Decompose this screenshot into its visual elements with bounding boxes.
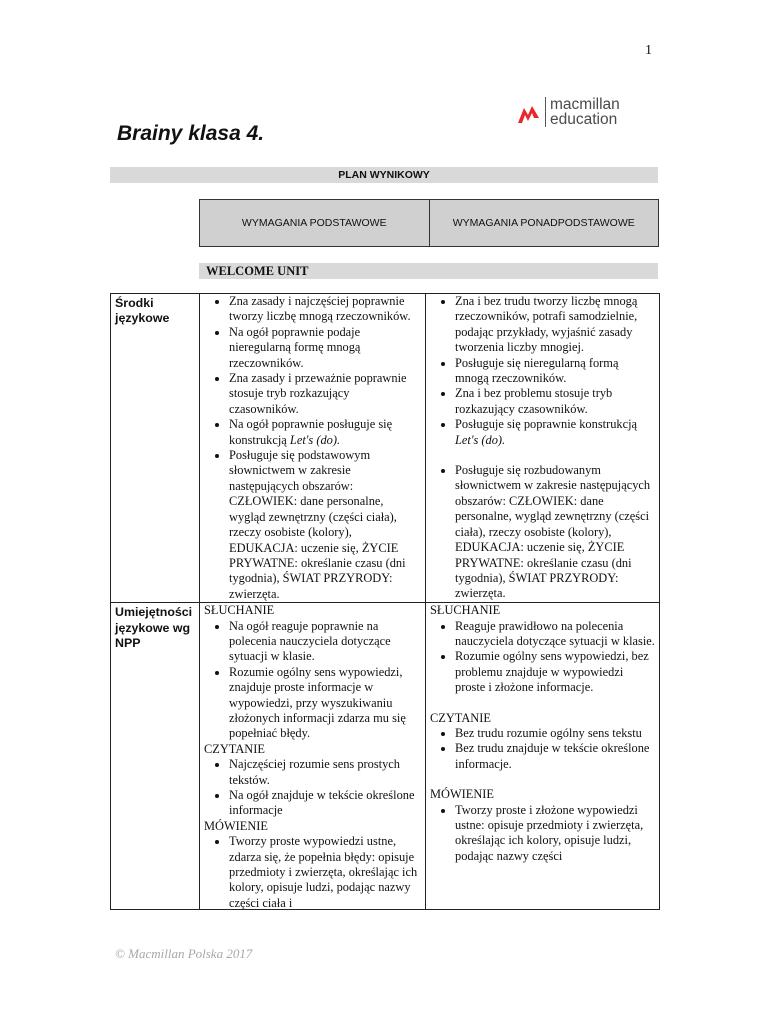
bullet-list [204,294,421,602]
list-item: • Rozumie ogólny sens wypowiedzi, znajduje proste informacje w wypowiedzi, przy wyszukiwaniu złożonych informacji zdarza mu się popełniać błędy. [229,665,421,742]
logo-line-2: education [550,111,618,128]
bullet-list [430,294,655,602]
list-item: • Posługuje się podstawowym słownictwem w zakresie następujących obszarów: CZŁOWIEK: dane personalne, wygląd zewnętrzny (części ciała), rzeczy osobiste (kolory), EDUKACJA: uczenie się, ŻYCIE PRYWATNE: określanie czasu (dni tygodnia), ŚWIAT PRZYRODY: zwierzęta. [229,448,421,602]
table-row [111,294,660,603]
category-cell: Umiejętności językowe wg NPP [111,603,200,910]
spacer [430,772,655,787]
section-heading: SŁUCHANIE [204,603,275,618]
cell-content [430,603,655,909]
bullet-list [430,803,655,865]
list-item: • Bez trudu znajduje w tekście określone informacje. [455,741,655,772]
section-heading: CZYTANIE [204,741,265,756]
list-item: • Zna i bez problemu stosuje tryb rozkazujący czasowników. [455,386,655,417]
plan-heading: PLAN WYNIKOWY [110,167,658,183]
bullet-list [430,619,655,696]
table-row [111,603,660,910]
list-item: • Najczęściej rozumie sens prostych tekstów. [229,757,421,788]
list-item: • Na ogół reaguje poprawnie na polecenia nauczyciela dotyczące sytuacji w klasie. [229,619,421,665]
list-item: • Na ogół znajduje w tekście określone informacje [229,788,421,819]
list-item: • Na ogół poprawnie podaje nieregularną formę mnogą rzeczowników. [229,325,421,371]
basic-requirements-header: WYMAGANIA PODSTAWOWE [241,217,387,229]
list-item [455,417,655,448]
section-heading: MÓWIENIE [430,787,494,802]
section-heading: SŁUCHANIE [430,603,501,618]
requirements-header [199,199,659,247]
list-item: • Rozumie ogólny sens wypowiedzi, bez problemu znajduje w wypowiedzi proste i złożone informacje. [455,649,655,695]
macmillan-logo [517,97,620,127]
unit-heading: WELCOME UNIT [199,263,658,279]
bullet-list [204,757,421,819]
cell-content [204,603,421,909]
bullet-list [204,619,421,742]
requirements-table [110,293,660,910]
logo-wordmark [545,97,620,127]
list-item: • Tworzy proste wypowiedzi ustne, zdarza się, że popełnia błędy: opisuje przedmioty i zwierzęta, określając ich kolory, opisuje ludzi, podając nazwy części ciała i [229,834,421,909]
bullet-list [204,834,421,909]
list-item: • Tworzy proste i złożone wypowiedzi ustne: opisuje przedmioty i zwierzęta, określając ich kolory, opisuje ludzi, podając nazwy części [455,803,655,865]
document-title: Brainy klasa 4. [117,122,265,145]
advanced-cell [426,294,660,603]
bullet-list [430,726,655,772]
section-heading: CZYTANIE [430,710,491,725]
list-item: • Reaguje prawidłowo na polecenia nauczyciela dotyczące sytuacji w klasie. [455,619,655,650]
macmillan-flame-icon [517,102,541,124]
advanced-requirements-header: WYMAGANIA PONADPODSTAWOWE [429,200,659,246]
list-item: • Zna i bez trudu tworzy liczbę mnogą rzeczowników, potrafi samodzielnie, podając przykłady, wyjaśnić zasady tworzenia liczby mnogiej. [455,294,655,356]
italic-phrase: Let's (do). [289,432,341,447]
basic-cell [200,603,426,910]
list-item [229,417,421,448]
page-number: 1 [645,43,652,58]
spacer [430,696,655,711]
list-item: • Zna zasady i przeważnie poprawnie stosuje tryb rozkazujący czasowników. [229,371,421,417]
logo-line-1: macmillan [550,96,620,113]
list-item: • Bez trudu rozumie ogólny sens tekstu [455,726,655,741]
advanced-cell [426,603,660,910]
item-text: Na ogół poprawnie posługuje się konstrukcją [229,417,393,447]
italic-phrase: Let's (do). [455,432,506,447]
list-item: • Zna zasady i najczęściej poprawnie tworzy liczbę mnogą rzeczowników. [229,294,421,325]
copyright-footer: © Macmillan Polska 2017 [115,946,253,961]
section-heading: MÓWIENIE [204,818,268,833]
list-item: • Posługuje się rozbudowanym słownictwem w zakresie następujących obszarów: CZŁOWIEK: dane personalne, wygląd zewnętrzny (części ciała), rzeczy osobiste (kolory), EDUKACJA: uczenie się, ŻYCIE PRYWATNE: określanie czasu (dni tygodnia), ŚWIAT PRZYRODY: zwierzęta. [455,463,655,602]
item-text: Posługuje się poprawnie konstrukcją [455,417,638,432]
basic-cell [200,294,426,603]
category-cell: Środki językowe [111,294,200,603]
list-item: • Posługuje się nieregularną formą mnogą rzeczowników. [455,356,655,387]
